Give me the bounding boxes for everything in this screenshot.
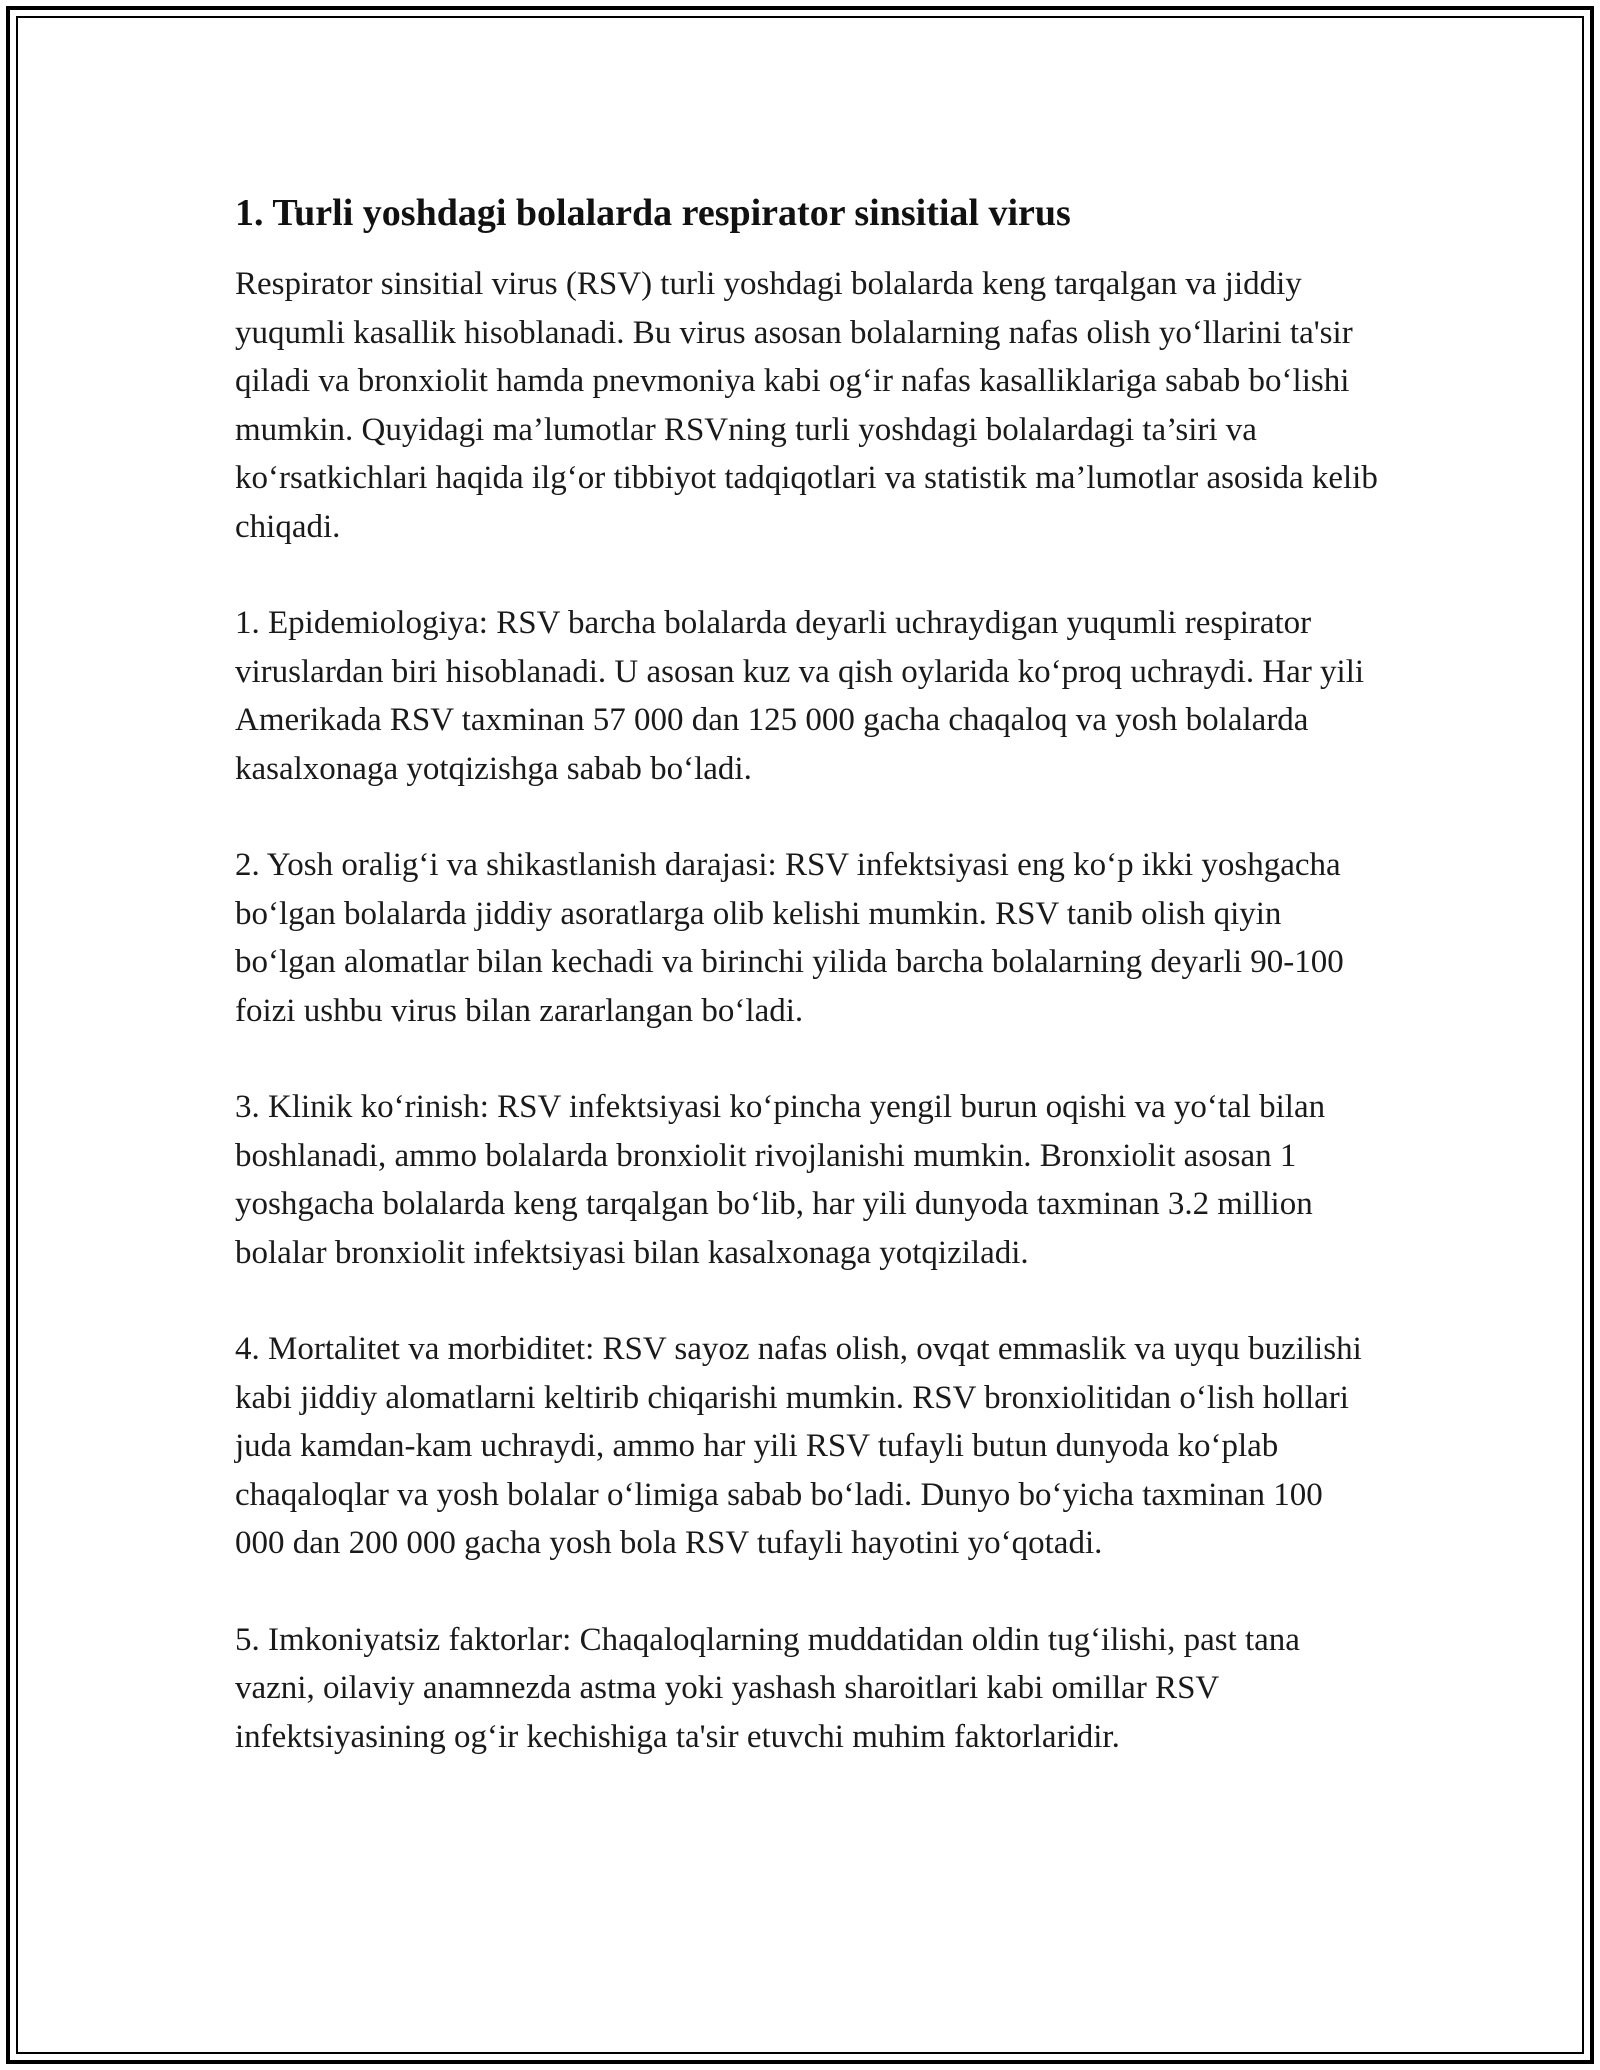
section-epidemiology: 1. Epidemiologiya: RSV barcha bolalarda deyarli uchraydigan yuqumli respirator viruslardan biri hisoblanadi. U asosan kuz va qish oylarida ko‘proq uchraydi. Har yili Amerikada RSV taxminan 57 000 dan 125 000 gacha chaqaloq va yosh bolalarda kasalxonaga yotqizishga sabab bo‘ladi. <box>235 605 1365 787</box>
document-title: 1. Turli yoshdagi bolalarda respirator sinsitial virus <box>235 192 1071 234</box>
section-age-range: 2. Yosh oralig‘i va shikastlanish darajasi: RSV infektsiyasi eng ko‘p ikki yoshgacha bo‘lgan bolalarda jiddiy asoratlarga olib kelishi mumkin. RSV tanib olish qiyin bo‘lgan alomatlar bilan kechadi va birinchi yilida barcha bolalarning deyarli 90-100 foizi ushbu virus bilan zararlangan bo‘ladi. <box>235 847 1344 1029</box>
intro-paragraph: Respirator sinsitial virus (RSV) turli yoshdagi bolalarda keng tarqalgan va jiddiy yuqumli kasallik hisoblanadi. Bu virus asosan bolalarning nafas olish yo‘llarini ta'sir qiladi va bronxiolit hamda pnevmoniya kabi og‘ir nafas kasalliklariga sabab bo‘lishi mumkin. Quyidagi ma’lumotlar RSVning turli yoshdagi bolalardagi ta’siri va ko‘rsatkichlari haqida ilg‘or tibbiyot tadqiqotlari va statistik ma’lumotlar asosida kelib chiqadi. <box>235 266 1378 545</box>
section-clinical-picture: 3. Klinik ko‘rinish: RSV infektsiyasi ko‘pincha yengil burun oqishi va yo‘tal bilan boshlanadi, ammo bolalarda bronxiolit rivojlanishi mumkin. Bronxiolit asosan 1 yoshgacha bolalarda keng tarqalgan bo‘lib, har yili dunyoda taxminan 3.2 million bolalar bronxiolit infektsiyasi bilan kasalxonaga yotqiziladi. <box>235 1089 1326 1271</box>
section-risk-factors: 5. Imkoniyatsiz faktorlar: Chaqaloqlarning muddatidan oldin tug‘ilishi, past tana vazni, oilaviy anamnezda astma yoki yashash sharoitlari kabi omillar RSV infektsiyasining og‘ir kechishiga ta'sir etuvchi muhim faktorlaridir. <box>235 1621 1300 1755</box>
section-mortality: 4. Mortalitet va morbiditet: RSV sayoz nafas olish, ovqat emmaslik va uyqu buzilishi kabi jiddiy alomatlarni keltirib chiqarishi mumkin. RSV bronxiolitidan o‘lish hollari juda kamdan-kam uchraydi, ammo har yili RSV tufayli butun dunyoda ko‘plab chaqaloqlar va yosh bolalar o‘limiga sabab bo‘ladi. Dunyo bo‘yicha taxminan 100 000 dan 200 000 gacha yosh bola RSV tufayli hayotini yo‘qotadi. <box>235 1331 1362 1561</box>
document-page <box>235 188 1380 1809</box>
